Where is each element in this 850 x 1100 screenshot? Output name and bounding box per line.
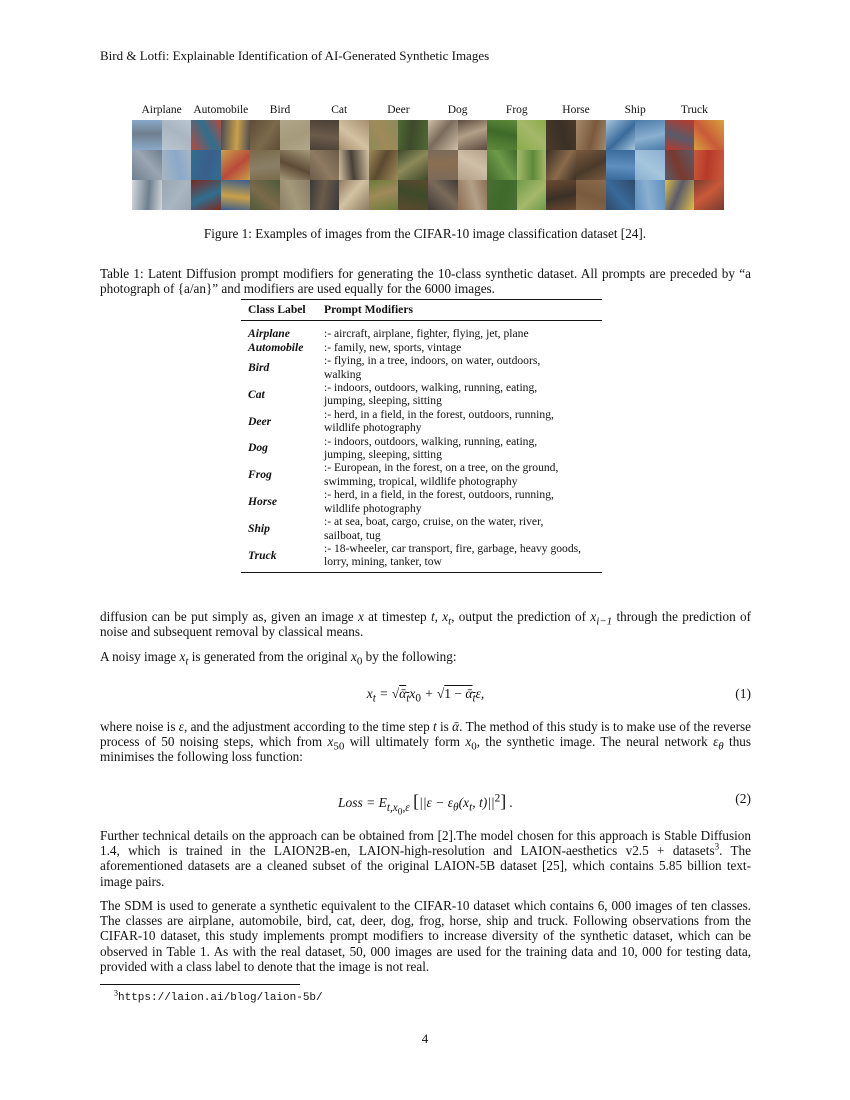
table1-modifier-line: swimming, tropical, wildlife photography [324,474,518,488]
table-row [241,341,602,354]
table1-class-label: Ship [248,521,270,535]
table1-modifier-line: lorry, mining, tanker, tow [324,555,442,569]
figure1-thumbnail-truck [665,180,695,210]
table1-modifier-line: :- at sea, boat, cargo, cruise, on the water, river, [324,515,544,529]
figure1-thumbnail-horse [546,180,576,210]
table1-prompt-modifiers [322,341,602,354]
figure1-thumbnail-dog [458,150,488,180]
table-row [241,515,602,542]
figure1-thumbnail-airplane [132,180,162,210]
figure1-thumbnail-bird [250,120,280,150]
running-head: Bird & Lotfi: Explainable Identification of AI-Generated Synthetic Images [100,48,490,63]
table1-prompt-modifiers [322,488,602,515]
figure1-thumbnail-bird [280,180,310,210]
paragraph-noisy-image: A noisy image $x_t$ is generated from the original $x_0$ by the following: [100,649,457,668]
figure1-thumbnail-airplane [132,150,162,180]
table-row [241,408,602,435]
table1-modifier-line: :- flying, in a tree, indoors, on water, outdoors, [324,354,541,368]
figure1-thumbnail-dog [428,150,458,180]
figure1-thumbnail-airplane [132,120,162,150]
table1-class-label: Horse [248,494,277,508]
figure1-thumbnail-ship [635,120,665,150]
figure1-thumbnail-frog [487,120,517,150]
table1 [241,299,602,573]
figure1-thumbnail-automobile [191,120,221,150]
table1-class-label: Airplane [248,327,290,341]
figure1-thumbnail-bird [250,150,280,180]
figure1-thumbnail-truck [665,150,695,180]
figure1-thumbnail-automobile [191,180,221,210]
table1-prompt-modifiers [322,354,602,381]
figure1-thumbnail-automobile [191,150,221,180]
figure1-label-automobile: Automobile [193,104,249,116]
figure1-thumbnail-truck [665,120,695,150]
equation-1-formula: $x_t$ = $√ᾱ_tx_0 + √1$ − ᾱ$_t$ε, [366,686,485,705]
figure1-thumbnail-cat [339,150,369,180]
table1-caption: Table 1: Latent Diffusion prompt modifiers for generating the 10-class synthetic dataset. All prompts are preceded by “a photograph of {a/an}” and modifiers are used equally for the 6000 images. [100,266,751,296]
figure1-thumbnail-cat [310,150,340,180]
figure1-thumbnail-deer [398,120,428,150]
table1-modifier-line: :- indoors, outdoors, walking, running, eating, [324,434,538,448]
table-row [241,488,602,515]
figure1-thumbnail-frog [517,180,547,210]
paragraph-model-details: Further technical details on the approach can be obtained from [2].The model chosen for this approach is Stable Diffusion 1.4, which is trained in the LAION2B-en, LAION-high-resolution and LAION-aesthetics v2.5 + datasets$^3$. The aforementioned datasets are a cleaned subset of the original LAION-5B dataset [25], which contains 5.85 billion text-image pairs. [100,828,751,889]
footnote-3: $^3$https://laion.ai/blog/laion-5b/ [114,988,323,1004]
figure1-thumbnail-ship [635,150,665,180]
figure1-thumbnail-automobile [221,150,251,180]
table1-class-label: Frog [248,468,272,482]
table1-modifier-line: :- aircraft, airplane, fighter, flying, jet, plane [324,327,529,341]
figure1-thumbnail-automobile [221,120,251,150]
figure1-thumbnail-deer [369,120,399,150]
table1-modifier-line: :- 18-wheeler, car transport, fire, garbage, heavy goods, [324,541,582,555]
figure1-label-horse: Horse [562,104,590,116]
figure1-thumbnail-truck [694,120,724,150]
table1-modifier-line: :- family, new, sports, vintage [324,340,462,354]
table1-modifier-line: wildlife photography [324,421,422,435]
table1-prompt-modifiers [322,408,602,435]
table1-prompt-modifiers [322,381,602,408]
table1-class-label: Truck [248,548,277,562]
table-row [241,542,602,572]
equation-2-number: (2) [735,791,751,806]
figure1-label-cat: Cat [331,104,348,116]
figure1-thumbnail-cat [339,120,369,150]
figure1-thumbnail-deer [369,180,399,210]
table1-modifier-line: :- herd, in a field, in the forest, outdoors, running, [324,407,554,421]
figure1-label-ship: Ship [624,104,646,116]
figure1-thumbnail-truck [694,150,724,180]
figure1-thumbnail-cat [339,180,369,210]
table-row [241,435,602,462]
table-row [241,381,602,408]
figure1-thumbnail-ship [606,120,636,150]
table1-prompt-modifiers [322,435,602,462]
figure1-thumbnail-dog [458,120,488,150]
figure1-thumbnail-airplane [162,180,192,210]
figure1-thumbnail-dog [428,180,458,210]
footnote-rule [100,984,300,985]
table1-class-label: Automobile [248,340,304,354]
table-row [241,321,602,341]
table1-header-row [241,300,602,321]
table1-prompt-modifiers [322,515,602,542]
figure1-thumbnail-airplane [162,150,192,180]
figure1-thumbnail-bird [250,180,280,210]
figure1-thumbnail-frog [487,180,517,210]
table1-class-label: Cat [248,387,265,401]
paragraph-reverse-process: where noise is ε, and the adjustment according to the time step t is ᾱ. The method of this study is to make use of the reverse process of 50 noising steps, which from $x_{50}$ will ultimately form $x_0$, the synthetic image. The neural network $\varepsilon_\theta$ thus minimises the following loss function: [100,719,752,765]
figure1-label-dog: Dog [447,104,468,116]
table1-prompt-modifiers [322,461,602,488]
figure1-thumbnail-ship [606,180,636,210]
figure1-thumbnail-deer [369,150,399,180]
figure1-thumbnail-deer [398,150,428,180]
figure1-thumbnail-truck [694,180,724,210]
figure1-thumbnail-ship [635,180,665,210]
table-row [241,461,602,488]
figure1-thumbnail-horse [546,120,576,150]
figure1-thumbnail-ship [606,150,636,180]
table1-modifier-line: :- indoors, outdoors, walking, running, eating, [324,381,538,395]
figure1-label-bird: Bird [269,104,291,116]
figure1-label-airplane: Airplane [141,104,182,116]
figure1-thumbnail-frog [517,120,547,150]
figure1-thumbnail-bird [280,120,310,150]
figure1-thumbnail-bird [280,150,310,180]
figure1-thumbnail-dog [458,180,488,210]
figure1-caption: Figure 1: Examples of images from the CIFAR-10 image classification dataset [24]. [203,226,647,241]
equation-2-formula: Loss = $E_{t,x_0,\varepsilon}$ [$||\varepsilon - \varepsilon_\theta(x_t$, $t)||^2$] . [337,791,513,817]
table1-class-label: Dog [248,441,268,455]
table1-modifier-line: sailboat, tug [324,528,381,542]
table1-class-label: Deer [248,414,272,428]
table-row [241,354,602,381]
figure1-thumbnail-horse [576,120,606,150]
paragraph-diffusion-definition: diffusion can be put simply as, given an image x at timestep t, $x_t$, output the prediction of $x_{i-1}$ through the prediction of noise and subsequent removal by classical means. [100,609,752,640]
table1-body [241,321,602,572]
table1-class-label: Bird [248,360,270,374]
figure1-label-deer: Deer [387,104,410,116]
table1-modifier-line: jumping, sleeping, sitting [324,394,442,408]
figure1-thumbnail-horse [546,150,576,180]
figure1-thumbnail-cat [310,180,340,210]
figure1-label-frog: Frog [505,104,528,116]
figure1-thumbnail-cat [310,120,340,150]
figure1-label-truck: Truck [680,104,708,116]
figure1-thumbnail-horse [576,150,606,180]
figure1-thumbnail-automobile [221,180,251,210]
table1-modifier-line: :- European, in the forest, on a tree, on the ground, [324,461,559,475]
figure1-thumbnail-deer [398,180,428,210]
table1-modifier-line: jumping, sleeping, sitting [324,448,442,462]
table1-modifier-line: wildlife photography [324,501,422,515]
page-number: 4 [421,1031,429,1046]
figure1-thumbnail-dog [428,120,458,150]
table1-modifier-line: :- herd, in a field, in the forest, outdoors, running, [324,488,554,502]
table1-header-prompt-modifiers: Prompt Modifiers [324,303,413,316]
table1-modifier-line: walking [324,367,362,381]
figure1-class-labels [132,104,724,120]
table1-prompt-modifiers [322,542,602,572]
table1-header-class-label: Class Label [248,303,306,316]
figure1-thumbnail-horse [576,180,606,210]
figure1-image-grid [132,120,724,210]
figure1-thumbnail-airplane [162,120,192,150]
footnote-url[interactable]: https://laion.ai/blog/laion-5b/ [118,992,323,1004]
figure1-thumbnail-frog [517,150,547,180]
figure1-thumbnail-frog [487,150,517,180]
equation-1-number: (1) [735,686,751,701]
paragraph-synthetic-dataset: The SDM is used to generate a synthetic equivalent to the CIFAR-10 dataset which contains 6, 000 images of ten classes. The classes are airplane, automobile, bird, cat, deer, dog, frog, horse, ship and truck. Following observations from the CIFAR-10 dataset, this study implements prompt modifiers to increase diversity of the synthetic dataset, which can be observed in Table 1. As with the real dataset, 50, 000 images are used for the training data and 10, 000 for testing data, provided with a class label to denote that the image is not real. [100,898,752,974]
table1-prompt-modifiers [322,321,602,341]
